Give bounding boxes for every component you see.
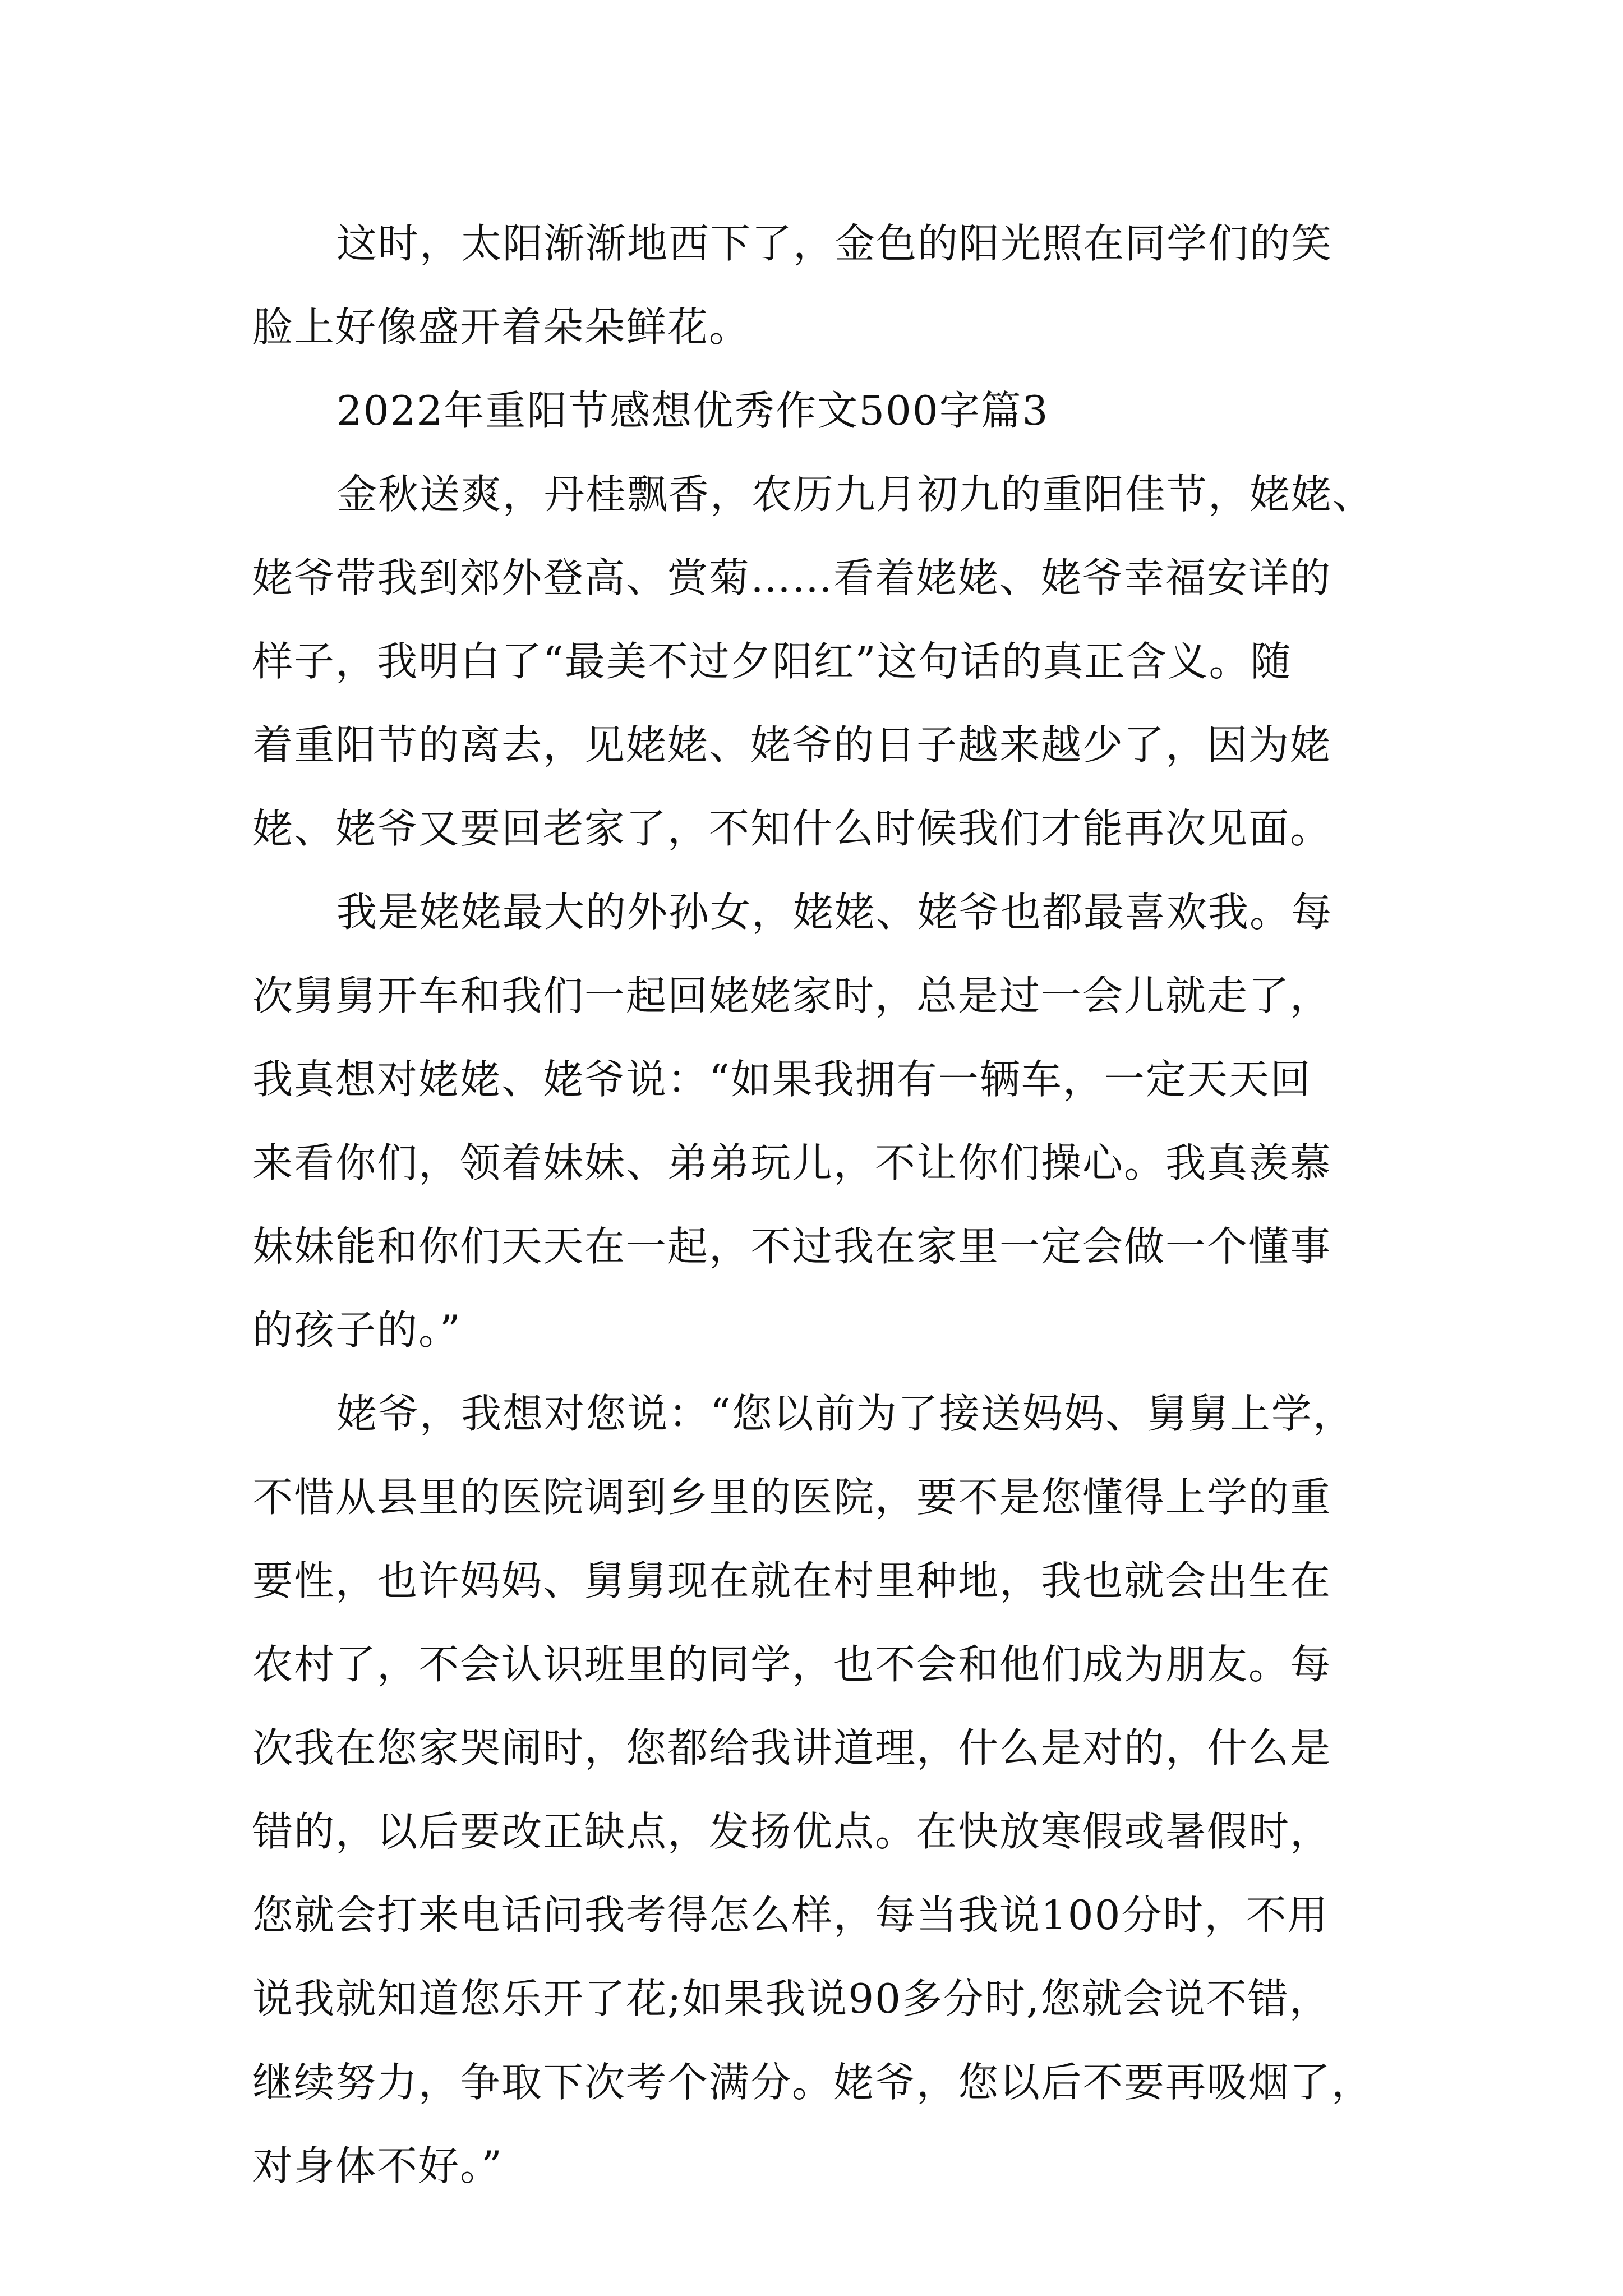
text-line: 错的，以后要改正缺点，发扬优点。在快放寒假或暑假时， (252, 1808, 1332, 1855)
text-line: 姥、姥爷又要回老家了，不知什么时候我们才能再次见面。 (252, 805, 1332, 852)
text-line: 这时，太阳渐渐地西下了，金色的阳光照在同学们的笑 (336, 220, 1333, 267)
text-line: 要性，也许妈妈、舅舅现在就在村里种地，我也就会出生在 (252, 1557, 1332, 1604)
text-line: 不惜从县里的医院调到乡里的医院，要不是您懂得上学的重 (252, 1474, 1332, 1521)
text-line: 继续努力，争取下次考个满分。姥爷，您以后不要再吸烟了， (252, 2059, 1373, 2106)
text-line: 农村了，不会认识班里的同学，也不会和他们成为朋友。每 (252, 1641, 1332, 1688)
text-line: 次我在您家哭闹时，您都给我讲道理，什么是对的，什么是 (252, 1724, 1332, 1772)
text-line: 妹妹能和你们天天在一起，不过我在家里一定会做一个懂事 (252, 1223, 1332, 1270)
text-line: 我是姥姥最大的外孙女，姥姥、姥爷也都最喜欢我。每 (336, 889, 1333, 936)
text-line: 说我就知道您乐开了花;如果我说90多分时,您就会说不错， (252, 1975, 1331, 2022)
text-line: 脸上好像盛开着朵朵鲜花。 (252, 303, 751, 351)
text-line: 2022年重阳节感想优秀作文500字篇3 (336, 387, 1049, 434)
text-line: 来看你们，领着妹妹、弟弟玩儿，不让你们操心。我真羡慕 (252, 1139, 1332, 1186)
text-line: 姥爷带我到郊外登高、赏菊……看着姥姥、姥爷幸福安详的 (252, 554, 1332, 601)
text-line: 样子，我明白了“最美不过夕阳红”这句话的真正含义。随 (252, 638, 1292, 685)
text-line: 次舅舅开车和我们一起回姥姥家时，总是过一会儿就走了， (252, 972, 1332, 1019)
text-line: 对身体不好。” (252, 2142, 503, 2189)
text-line: 金秋送爽，丹桂飘香，农历九月初九的重阳佳节，姥姥、 (336, 471, 1375, 518)
text-line: 姥爷，我想对您说：“您以前为了接送妈妈、舅舅上学， (336, 1390, 1354, 1437)
document-body (252, 202, 1374, 2208)
text-line: 您就会打来电话问我考得怎么样，每当我说100分时，不用 (252, 1892, 1329, 1939)
text-line: 我真想对姥姥、姥爷说：“如果我拥有一辆车，一定天天回 (252, 1056, 1312, 1103)
text-line: 着重阳节的离去，见姥姥、姥爷的日子越来越少了，因为姥 (252, 721, 1332, 769)
text-line: 的孩子的。” (252, 1306, 462, 1354)
